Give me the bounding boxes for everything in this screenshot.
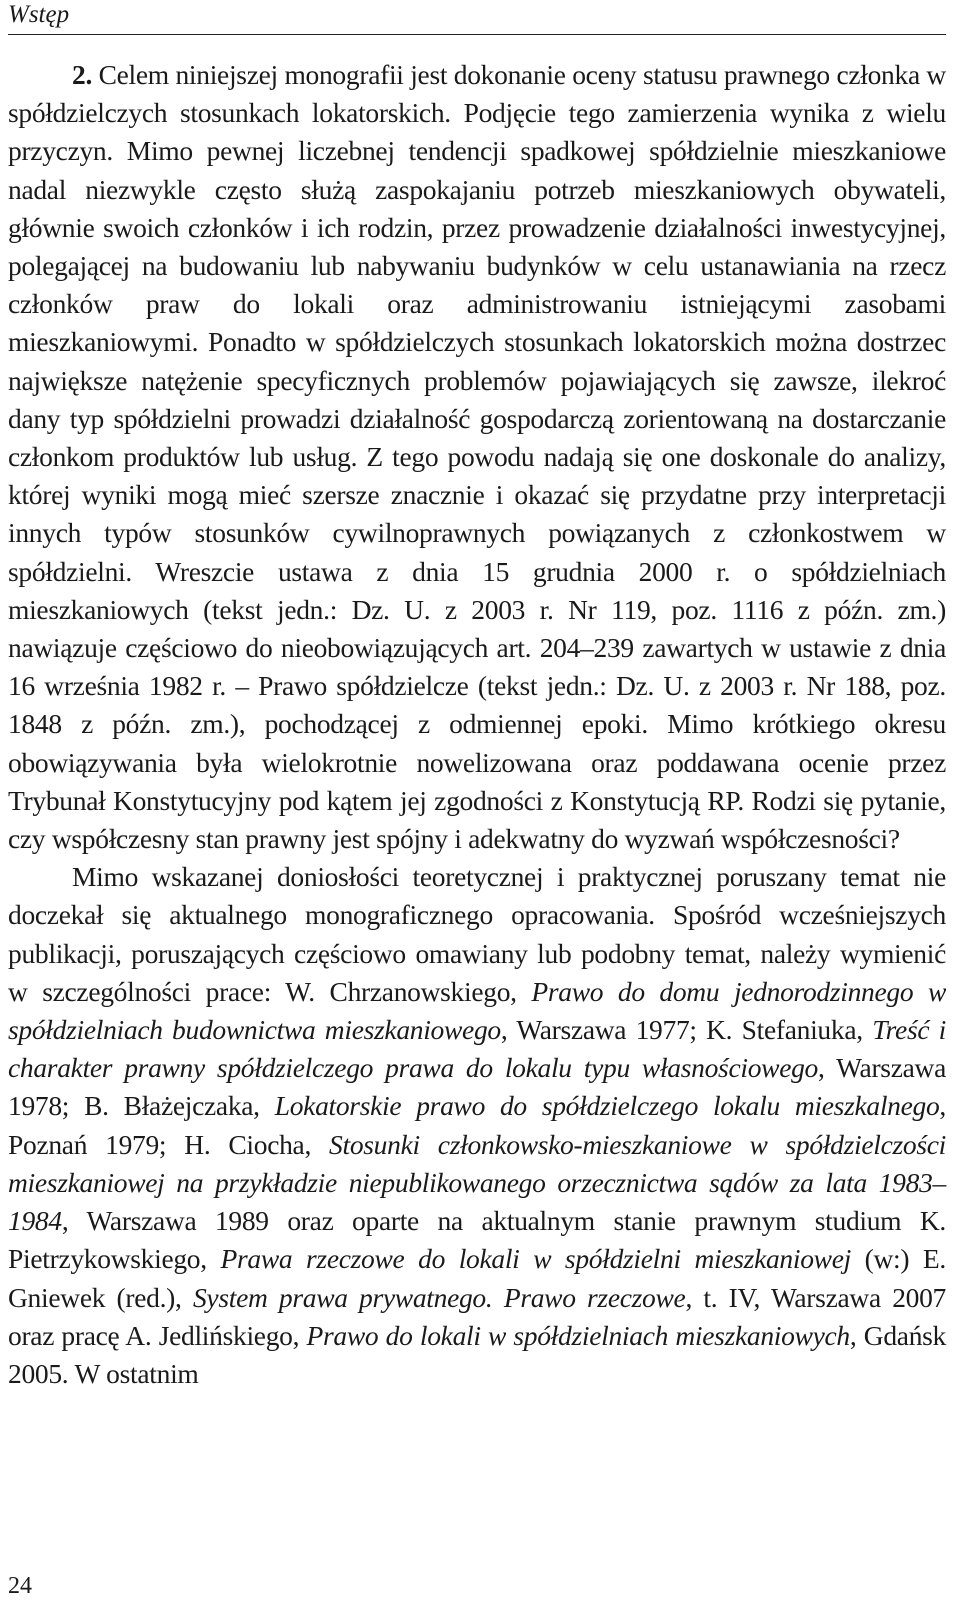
paragraph-2-text-8: , Gdańsk 2005. W ostatnim — [8, 1319, 946, 1389]
paragraph-2-text-5: , Warszawa 1989 oraz oparte na aktualnym stanie prawnym studium K. Pietrzykowskiego, — [8, 1205, 946, 1275]
paragraph-2-text-4: , Poznań 1979; H. Ciocha, — [8, 1090, 946, 1160]
citation-title-4: Stosunki członkowsko-mieszkaniowe w spółdzielczości mieszkaniowej na przykładzie niepublikowanego orzecznictwa sądów za lata 1983–1984 — [8, 1128, 947, 1237]
citation-title-7: Prawo do lokali w spółdzielniach mieszkaniowych — [306, 1319, 850, 1351]
paragraph-2-text-7: , t. IV, Warszawa 2007 oraz pracę A. Jedlińskiego, — [8, 1281, 946, 1351]
paragraph-2-text-6: (w:) E. Gniewek (red.), — [8, 1243, 947, 1313]
paragraph-2-text-1: Mimo wskazanej doniosłości teoretycznej i praktycznej poruszany temat nie doczekał się aktualnego monograficznego opracowania. Spośród wcześniejszych publikacji, poruszających częściowo omawiany lub podobny temat, należy wymienić w szczególności prace: W. Chrzanowskiego, — [8, 861, 946, 1007]
paragraph-2-text-2: , Warszawa 1977; K. Stefaniuka, — [500, 1014, 873, 1046]
citation-title-3: Lokatorskie prawo do spółdzielczego lokalu mieszkalnego — [274, 1090, 940, 1122]
running-head: Wstęp — [8, 1, 70, 28]
section-number: 2. — [72, 59, 93, 90]
paragraph-2-text-3: , Warszawa 1978; B. Błażejczaka, — [8, 1052, 946, 1122]
citation-title-6: System prawa prywatnego. Prawo rzeczowe — [192, 1281, 686, 1313]
page-body — [8, 56, 946, 1393]
paragraph-1-text: Celem niniejszej monografii jest dokonanie oceny statusu prawnego członka w spółdzielczych stosunkach lokatorskich. Podjęcie tego zamierzenia wynika z wielu przyczyn. Mimo pewnej liczebnej tendencji spadkowej spółdzielnie mieszkaniowe nadal niezwykle często służą zaspokajaniu potrzeb mieszkaniowych obywateli, głównie swoich członków i ich rodzin, przez prowadzenie działalności inwestycyjnej, polegającej na budowaniu lub nabywaniu budynków w celu ustanawiania na rzecz członków praw do lokali oraz administrowaniu istniejącymi zasobami mieszkaniowymi. Ponadto w spółdzielczych stosunkach lokatorskich można dostrzec największe natężenie specyficznych problemów pojawiających się zawsze, ilekroć dany typ spółdzielni prowadzi działalność gospodarczą zorientowaną na dostarczanie członkom produktów lub usług. Z tego powodu nadają się one doskonale do analizy, której wyniki mogą mieć szersze znacznie i okazać się przydatne przy interpretacji innych typów stosunków cywilnoprawnych powiązanych z członkostwem w spółdzielni. Wreszcie ustawa z dnia 15 grudnia 2000 r. o spółdzielniach mieszkaniowych (tekst jedn.: Dz. U. z 2003 r. Nr 119, poz. 1116 z późn. zm.) nawiązuje częściowo do nieobowiązujących art. 204–239 zawartych w ustawie z dnia 16 września 1982 r. – Prawo spółdzielcze (tekst jedn.: Dz. U. z 2003 r. Nr 188, poz. 1848 z późn. zm.), pochodzącej z odmiennej epoki. Mimo krótkiego okresu obowiązywania była wielokrotnie nowelizowana oraz poddawana ocenie przez Trybunał Konstytucyjny pod kątem jej zgodności z Konstytucją RP. Rodzi się pytanie, czy współczesny stan prawny jest spójny i adekwatny do wyzwań współczesności? — [8, 59, 946, 855]
header-rule — [8, 34, 946, 35]
page-number: 24 — [8, 1573, 32, 1599]
citation-title-5: Prawa rzeczowe do lokali w spółdzielni mieszkaniowej — [220, 1243, 851, 1275]
paragraph-2 — [8, 858, 946, 1393]
paragraph-1 — [8, 56, 946, 858]
citation-title-2: Treść i charakter prawny spółdzielczego prawa do lokalu typu własnościowego — [8, 1014, 946, 1084]
citation-title-1: Prawo do domu jednorodzinnego w spółdzielniach budownictwa mieszkaniowego — [8, 975, 946, 1046]
